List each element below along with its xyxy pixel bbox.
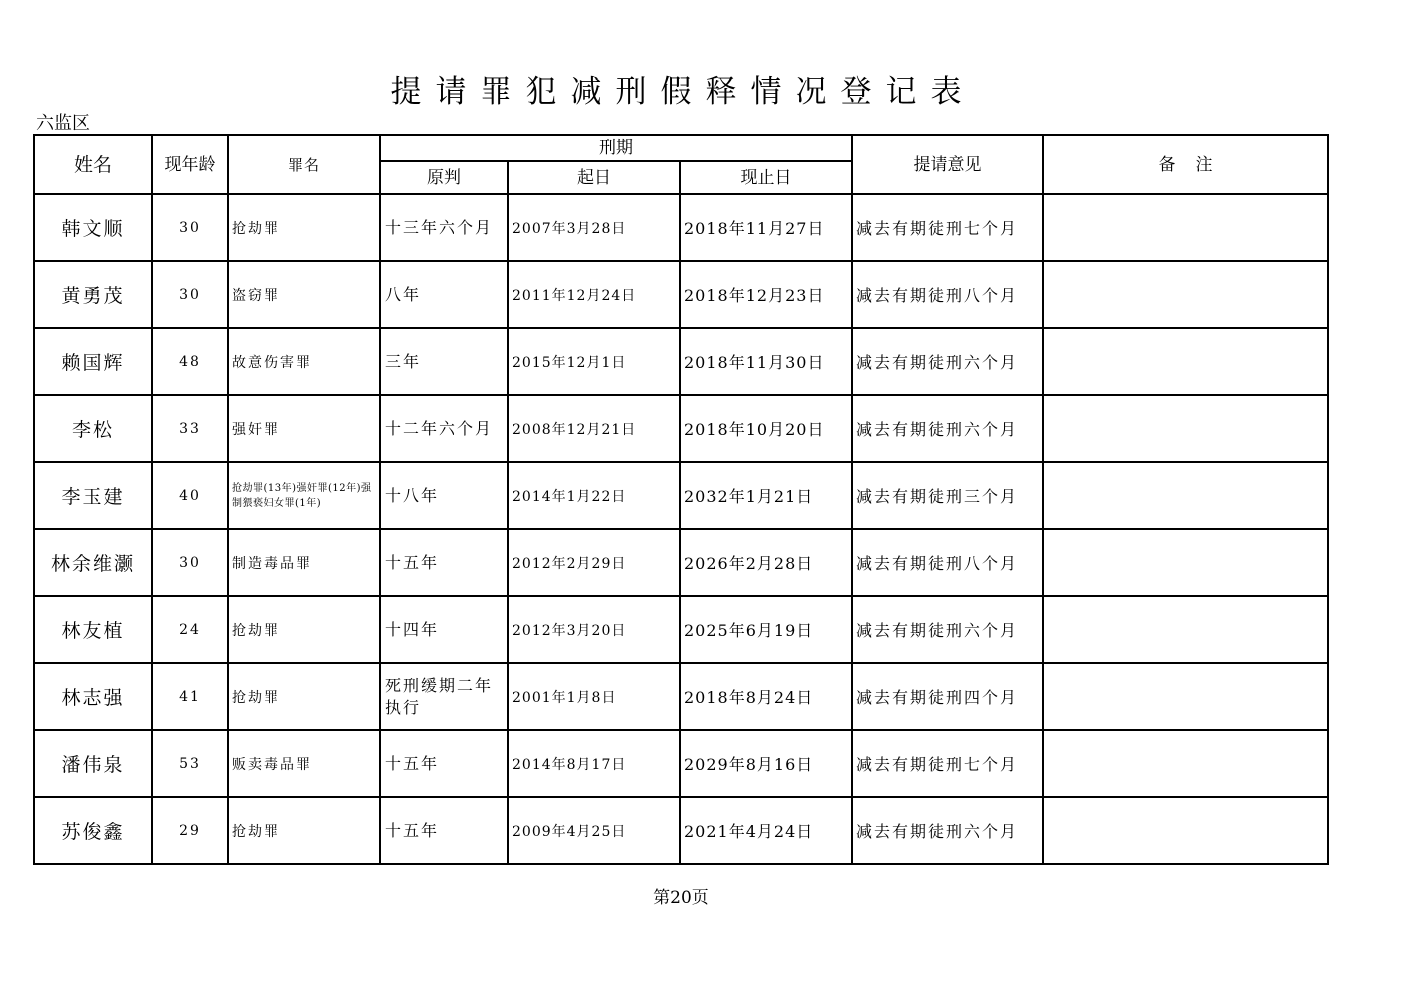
- unit-label: 六监区: [36, 113, 90, 134]
- table-row: [34, 462, 1328, 529]
- cell-name: 李松: [34, 395, 152, 462]
- cell-age: 48: [152, 328, 228, 395]
- cell-name: 林志强: [34, 663, 152, 730]
- cell-original: 十八年: [380, 462, 508, 529]
- cell-age: 24: [152, 596, 228, 663]
- cell-remarks: [1043, 194, 1328, 261]
- cell-start-date: 2012年2月29日: [508, 529, 680, 596]
- cell-start-date: 2001年1月8日: [508, 663, 680, 730]
- table-row: [34, 730, 1328, 797]
- cell-age: 41: [152, 663, 228, 730]
- header-sentence-group: 刑期: [380, 135, 852, 161]
- cell-crime: 制造毒品罪: [228, 529, 380, 596]
- cell-name: 韩文顺: [34, 194, 152, 261]
- cell-remarks: [1043, 261, 1328, 328]
- cell-age: 30: [152, 529, 228, 596]
- cell-crime: 故意伤害罪: [228, 328, 380, 395]
- cell-end-date: 2029年8月16日: [680, 730, 852, 797]
- cell-end-date: 2018年11月30日: [680, 328, 852, 395]
- cell-age: 30: [152, 261, 228, 328]
- cell-crime: 贩卖毒品罪: [228, 730, 380, 797]
- cell-opinion: 减去有期徒刑四个月: [852, 663, 1043, 730]
- cell-name: 林友植: [34, 596, 152, 663]
- cell-crime: 抢劫罪(13年)强奸罪(12年)强制猥亵妇女罪(1年): [228, 462, 380, 529]
- cell-opinion: 减去有期徒刑六个月: [852, 596, 1043, 663]
- cell-age: 53: [152, 730, 228, 797]
- page-number: 第20页: [653, 888, 709, 908]
- cell-age: 29: [152, 797, 228, 864]
- cell-start-date: 2009年4月25日: [508, 797, 680, 864]
- cell-remarks: [1043, 596, 1328, 663]
- cell-original: 八年: [380, 261, 508, 328]
- cell-end-date: 2018年10月20日: [680, 395, 852, 462]
- cell-start-date: 2014年1月22日: [508, 462, 680, 529]
- cell-opinion: 减去有期徒刑六个月: [852, 797, 1043, 864]
- header-row: [34, 135, 1328, 161]
- table-row: [34, 328, 1328, 395]
- cell-end-date: 2026年2月28日: [680, 529, 852, 596]
- cell-crime: 强奸罪: [228, 395, 380, 462]
- cell-start-date: 2015年12月1日: [508, 328, 680, 395]
- cell-opinion: 减去有期徒刑八个月: [852, 529, 1043, 596]
- header-remarks: 备注: [1043, 135, 1328, 194]
- cell-end-date: 2018年8月24日: [680, 663, 852, 730]
- cell-end-date: 2018年11月27日: [680, 194, 852, 261]
- cell-opinion: 减去有期徒刑八个月: [852, 261, 1043, 328]
- cell-start-date: 2007年3月28日: [508, 194, 680, 261]
- cell-remarks: [1043, 529, 1328, 596]
- cell-original: 三年: [380, 328, 508, 395]
- cell-age: 33: [152, 395, 228, 462]
- table-row: [34, 797, 1328, 864]
- cell-end-date: 2032年1月21日: [680, 462, 852, 529]
- cell-remarks: [1043, 395, 1328, 462]
- cell-crime: 抢劫罪: [228, 663, 380, 730]
- cell-opinion: 减去有期徒刑六个月: [852, 395, 1043, 462]
- table-row: [34, 596, 1328, 663]
- table-row: [34, 194, 1328, 261]
- cell-name: 林余维灏: [34, 529, 152, 596]
- cell-opinion: 减去有期徒刑七个月: [852, 194, 1043, 261]
- registration-table: [33, 134, 1329, 865]
- table-body: [34, 135, 1328, 864]
- cell-crime: 抢劫罪: [228, 194, 380, 261]
- cell-remarks: [1043, 730, 1328, 797]
- document-title: 提请罪犯减刑假释情况登记表: [390, 74, 976, 110]
- header-crime: 罪名: [228, 135, 380, 194]
- cell-name: 李玉建: [34, 462, 152, 529]
- header-end: 现止日: [680, 161, 852, 194]
- cell-original: 十二年六个月: [380, 395, 508, 462]
- cell-name: 黄勇茂: [34, 261, 152, 328]
- cell-crime: 盗窃罪: [228, 261, 380, 328]
- cell-start-date: 2008年12月21日: [508, 395, 680, 462]
- cell-remarks: [1043, 663, 1328, 730]
- cell-original: 十五年: [380, 730, 508, 797]
- table-row: [34, 261, 1328, 328]
- cell-original: 十三年六个月: [380, 194, 508, 261]
- cell-opinion: 减去有期徒刑六个月: [852, 328, 1043, 395]
- header-start: 起日: [508, 161, 680, 194]
- cell-opinion: 减去有期徒刑七个月: [852, 730, 1043, 797]
- header-original: 原判: [380, 161, 508, 194]
- table-row: [34, 663, 1328, 730]
- cell-age: 30: [152, 194, 228, 261]
- cell-start-date: 2012年3月20日: [508, 596, 680, 663]
- cell-name: 苏俊鑫: [34, 797, 152, 864]
- header-age: 现年龄: [152, 135, 228, 194]
- cell-start-date: 2014年8月17日: [508, 730, 680, 797]
- cell-end-date: 2018年12月23日: [680, 261, 852, 328]
- cell-crime: 抢劫罪: [228, 596, 380, 663]
- header-opinion: 提请意见: [852, 135, 1043, 194]
- cell-age: 40: [152, 462, 228, 529]
- cell-opinion: 减去有期徒刑三个月: [852, 462, 1043, 529]
- table-row: [34, 529, 1328, 596]
- cell-original: 十五年: [380, 797, 508, 864]
- cell-end-date: 2021年4月24日: [680, 797, 852, 864]
- header-name: 姓名: [34, 135, 152, 194]
- cell-name: 潘伟泉: [34, 730, 152, 797]
- cell-original: 十五年: [380, 529, 508, 596]
- cell-remarks: [1043, 462, 1328, 529]
- cell-crime: 抢劫罪: [228, 797, 380, 864]
- cell-end-date: 2025年6月19日: [680, 596, 852, 663]
- cell-original: 十四年: [380, 596, 508, 663]
- cell-remarks: [1043, 797, 1328, 864]
- cell-start-date: 2011年12月24日: [508, 261, 680, 328]
- cell-original: 死刑缓期二年执行: [380, 663, 508, 730]
- cell-remarks: [1043, 328, 1328, 395]
- cell-name: 赖国辉: [34, 328, 152, 395]
- table-row: [34, 395, 1328, 462]
